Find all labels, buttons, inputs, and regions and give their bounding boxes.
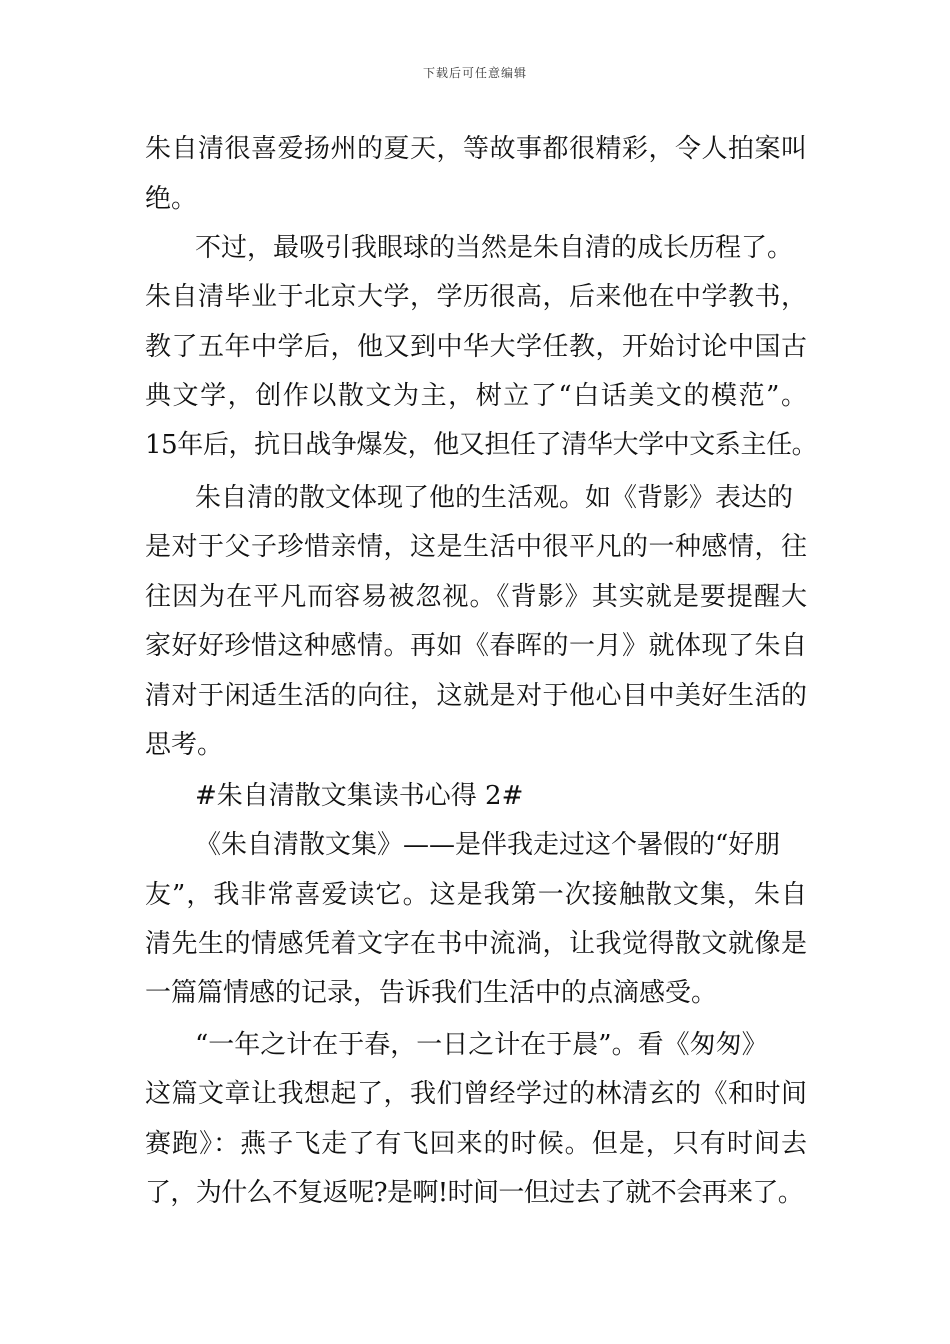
text-line: 是对于父子珍惜亲情，这是生活中很平凡的一种感情，往 bbox=[145, 532, 807, 562]
text-line: 朱自清很喜爱扬州的夏天，等故事都很精彩，令人拍案叫 bbox=[145, 134, 807, 164]
section-heading: #朱自清散文集读书心得 2# bbox=[195, 781, 524, 811]
text-line: 朱自清的散文体现了他的生活观。如《背影》表达的 bbox=[195, 483, 794, 513]
text-line: 15年后，抗日战争爆发，他又担任了清华大学中文系主任。 bbox=[145, 430, 818, 460]
text-line: 了，为什么不复返呢?是啊!时间一但过去了就不会再来了。 bbox=[145, 1178, 804, 1208]
text-line: 清先生的情感凭着文字在书中流淌，让我觉得散文就像是 bbox=[145, 929, 807, 959]
text-line: 思考。 bbox=[145, 730, 224, 760]
text-line: 教了五年中学后，他又到中华大学任教，开始讨论中国古 bbox=[145, 332, 807, 362]
text-line: 友”，我非常喜爱读它。这是我第一次接触散文集，朱自 bbox=[145, 880, 807, 910]
page-header: 下载后可任意编辑 bbox=[422, 66, 527, 80]
text-line: 这篇文章让我想起了，我们曾经学过的林清玄的《和时间 bbox=[145, 1079, 807, 1109]
text-line: 绝。 bbox=[145, 184, 198, 214]
text-line: 赛跑》：燕子飞走了有飞回来的时候。但是，只有时间去 bbox=[145, 1129, 807, 1159]
text-line: 不过，最吸引我眼球的当然是朱自清的成长历程了。 bbox=[195, 233, 794, 263]
text-line: 往因为在平凡而容易被忽视。《背影》其实就是要提醒大 bbox=[145, 582, 807, 612]
text-line: 一篇篇情感的记录，告诉我们生活中的点滴感受。 bbox=[145, 978, 718, 1008]
text-line: 朱自清毕业于北京大学，学历很高，后来他在中学教书， bbox=[145, 282, 807, 312]
text-line: “一年之计在于春，一日之计在于晨”。看《匆匆》 bbox=[195, 1030, 768, 1060]
text-line: 典文学，创作以散文为主，树立了“白话美文的模范”。 bbox=[145, 381, 807, 411]
text-line: 《朱自清散文集》——是伴我走过这个暑假的“好朋 bbox=[195, 830, 781, 860]
text-line: 清对于闲适生活的向往，这就是对于他心目中美好生活的 bbox=[145, 681, 807, 711]
text-line: 家好好珍惜这种感情。再如《春晖的一月》就体现了朱自 bbox=[145, 631, 807, 661]
